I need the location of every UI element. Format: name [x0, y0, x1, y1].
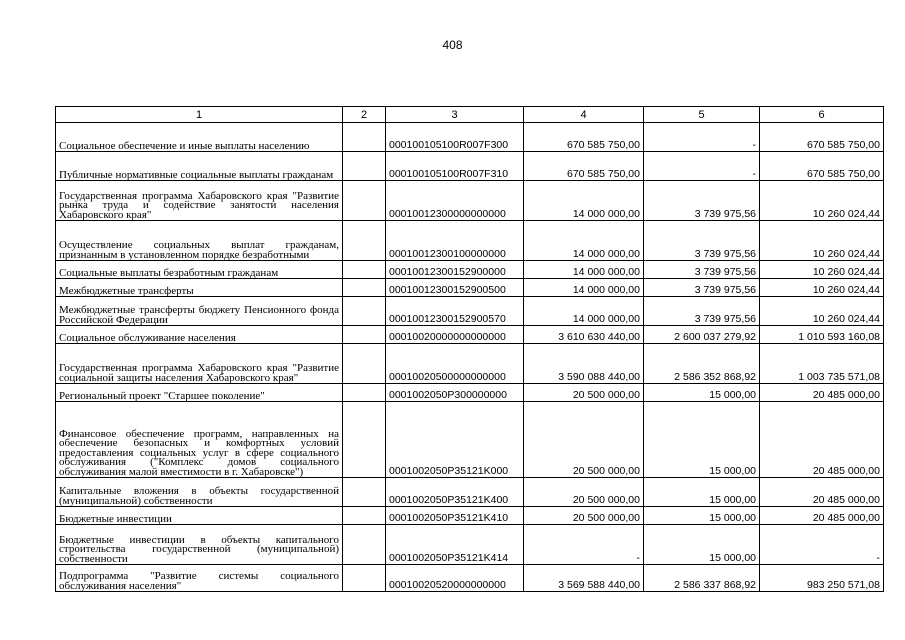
- row-name: Бюджетные инвестиции в объекты капитального строительства государственной (муниципальной) собственности: [56, 525, 343, 565]
- row-name: Капитальные вложения в объекты государственной (муниципальной) собственности: [56, 478, 343, 507]
- row-value-4: 670 585 750,00: [524, 152, 644, 181]
- row-name: Государственная программа Хабаровского края "Развитие социальной защиты населения Хабаровского края": [56, 344, 343, 384]
- row-value-5: -: [644, 152, 760, 181]
- row-code: 0001002050P35121K000: [386, 402, 524, 478]
- row-name: Публичные нормативные социальные выплаты гражданам: [56, 152, 343, 181]
- row-value-5: 3 739 975,56: [644, 279, 760, 297]
- row-value-5: 15 000,00: [644, 525, 760, 565]
- row-col2: [343, 326, 386, 344]
- row-value-6: 983 250 571,08: [760, 565, 884, 592]
- table-row: [56, 123, 884, 152]
- header-row: [56, 107, 884, 123]
- table-row: [56, 344, 884, 384]
- row-value-4: 20 500 000,00: [524, 478, 644, 507]
- row-name: Межбюджетные трансферты: [56, 279, 343, 297]
- row-code: 000100105100R007F300: [386, 123, 524, 152]
- table-row: [56, 478, 884, 507]
- row-value-4: 14 000 000,00: [524, 261, 644, 279]
- page-number: 408: [442, 38, 463, 52]
- row-col2: [343, 478, 386, 507]
- row-code: 00010012300000000000: [386, 181, 524, 221]
- table-row: [56, 181, 884, 221]
- row-col2: [343, 221, 386, 261]
- row-col2: [343, 344, 386, 384]
- row-value-5: 2 600 037 279,92: [644, 326, 760, 344]
- table-row: [56, 152, 884, 181]
- row-value-6: 670 585 750,00: [760, 152, 884, 181]
- column-header-6: 6: [760, 107, 884, 123]
- row-value-6: 10 260 024,44: [760, 297, 884, 326]
- row-value-4: 3 590 088 440,00: [524, 344, 644, 384]
- row-name: Социальное обслуживание населения: [56, 326, 343, 344]
- row-value-6: 10 260 024,44: [760, 221, 884, 261]
- row-code: 00010020000000000000: [386, 326, 524, 344]
- row-col2: [343, 384, 386, 402]
- row-value-6: 1 010 593 160,08: [760, 326, 884, 344]
- row-value-5: 2 586 352 868,92: [644, 344, 760, 384]
- row-code: 00010012300100000000: [386, 221, 524, 261]
- row-col2: [343, 181, 386, 221]
- table-row: [56, 384, 884, 402]
- row-value-6: 1 003 735 571,08: [760, 344, 884, 384]
- row-value-5: 3 739 975,56: [644, 297, 760, 326]
- row-name: Социальные выплаты безработным гражданам: [56, 261, 343, 279]
- row-col2: [343, 152, 386, 181]
- row-value-4: 14 000 000,00: [524, 181, 644, 221]
- row-name: Бюджетные инвестиции: [56, 507, 343, 525]
- row-value-4: 3 569 588 440,00: [524, 565, 644, 592]
- table-row: [56, 402, 884, 478]
- row-value-6: 670 585 750,00: [760, 123, 884, 152]
- row-code: 0001002050P35121K414: [386, 525, 524, 565]
- row-code: 00010012300152900570: [386, 297, 524, 326]
- table-row: [56, 507, 884, 525]
- table-row: [56, 261, 884, 279]
- row-col2: [343, 525, 386, 565]
- table-row: [56, 326, 884, 344]
- row-value-5: 15 000,00: [644, 384, 760, 402]
- row-name: Государственная программа Хабаровского края "Развитие рынка труда и содействие занятости населения Хабаровского края": [56, 181, 343, 221]
- row-code: 00010020520000000000: [386, 565, 524, 592]
- row-value-4: 14 000 000,00: [524, 297, 644, 326]
- row-value-4: -: [524, 525, 644, 565]
- row-value-6: -: [760, 525, 884, 565]
- row-col2: [343, 261, 386, 279]
- row-value-5: 3 739 975,56: [644, 221, 760, 261]
- row-col2: [343, 297, 386, 326]
- table-row: [56, 565, 884, 592]
- row-col2: [343, 279, 386, 297]
- row-value-6: 20 485 000,00: [760, 384, 884, 402]
- row-code: 000100105100R007F310: [386, 152, 524, 181]
- row-value-6: 10 260 024,44: [760, 261, 884, 279]
- row-code: 00010012300152900000: [386, 261, 524, 279]
- row-code: 00010020500000000000: [386, 344, 524, 384]
- row-value-5: 2 586 337 868,92: [644, 565, 760, 592]
- table-row: [56, 525, 884, 565]
- row-name: Финансовое обеспечение программ, направленных на обеспечение безопасных и комфортных условий предоставления социальных услуг в сфере социального обслуживания ("Комплекс домов социального обслуживания малой вместимости в г. Хабаровске"): [56, 402, 343, 478]
- row-code: 0001002050P300000000: [386, 384, 524, 402]
- column-header-1: 1: [56, 107, 343, 123]
- table-row: [56, 279, 884, 297]
- column-header-2: 2: [343, 107, 386, 123]
- row-value-4: 670 585 750,00: [524, 123, 644, 152]
- table-row: [56, 221, 884, 261]
- budget-table: [55, 106, 884, 592]
- row-col2: [343, 507, 386, 525]
- row-value-6: 20 485 000,00: [760, 402, 884, 478]
- row-col2: [343, 402, 386, 478]
- row-value-4: 14 000 000,00: [524, 279, 644, 297]
- row-value-5: 15 000,00: [644, 507, 760, 525]
- row-col2: [343, 123, 386, 152]
- row-col2: [343, 565, 386, 592]
- row-name: Осуществление социальных выплат гражданам, признанным в установленном порядке безработными: [56, 221, 343, 261]
- row-value-5: 3 739 975,56: [644, 181, 760, 221]
- row-name: Межбюджетные трансферты бюджету Пенсионного фонда Российской Федерации: [56, 297, 343, 326]
- row-code: 0001002050P35121K410: [386, 507, 524, 525]
- row-value-4: 14 000 000,00: [524, 221, 644, 261]
- row-value-4: 20 500 000,00: [524, 402, 644, 478]
- row-code: 0001002050P35121K400: [386, 478, 524, 507]
- row-value-5: 3 739 975,56: [644, 261, 760, 279]
- column-header-5: 5: [644, 107, 760, 123]
- row-value-6: 10 260 024,44: [760, 279, 884, 297]
- row-value-6: 20 485 000,00: [760, 507, 884, 525]
- row-value-4: 20 500 000,00: [524, 384, 644, 402]
- row-value-5: 15 000,00: [644, 478, 760, 507]
- column-header-3: 3: [386, 107, 524, 123]
- table-row: [56, 297, 884, 326]
- row-name: Подпрограмма "Развитие системы социального обслуживания населения": [56, 565, 343, 592]
- column-header-4: 4: [524, 107, 644, 123]
- row-value-5: -: [644, 123, 760, 152]
- row-value-5: 15 000,00: [644, 402, 760, 478]
- row-value-4: 3 610 630 440,00: [524, 326, 644, 344]
- row-value-6: 10 260 024,44: [760, 181, 884, 221]
- row-value-6: 20 485 000,00: [760, 478, 884, 507]
- row-name: Социальное обеспечение и иные выплаты населению: [56, 123, 343, 152]
- row-name: Региональный проект "Старшее поколение": [56, 384, 343, 402]
- row-code: 00010012300152900500: [386, 279, 524, 297]
- row-value-4: 20 500 000,00: [524, 507, 644, 525]
